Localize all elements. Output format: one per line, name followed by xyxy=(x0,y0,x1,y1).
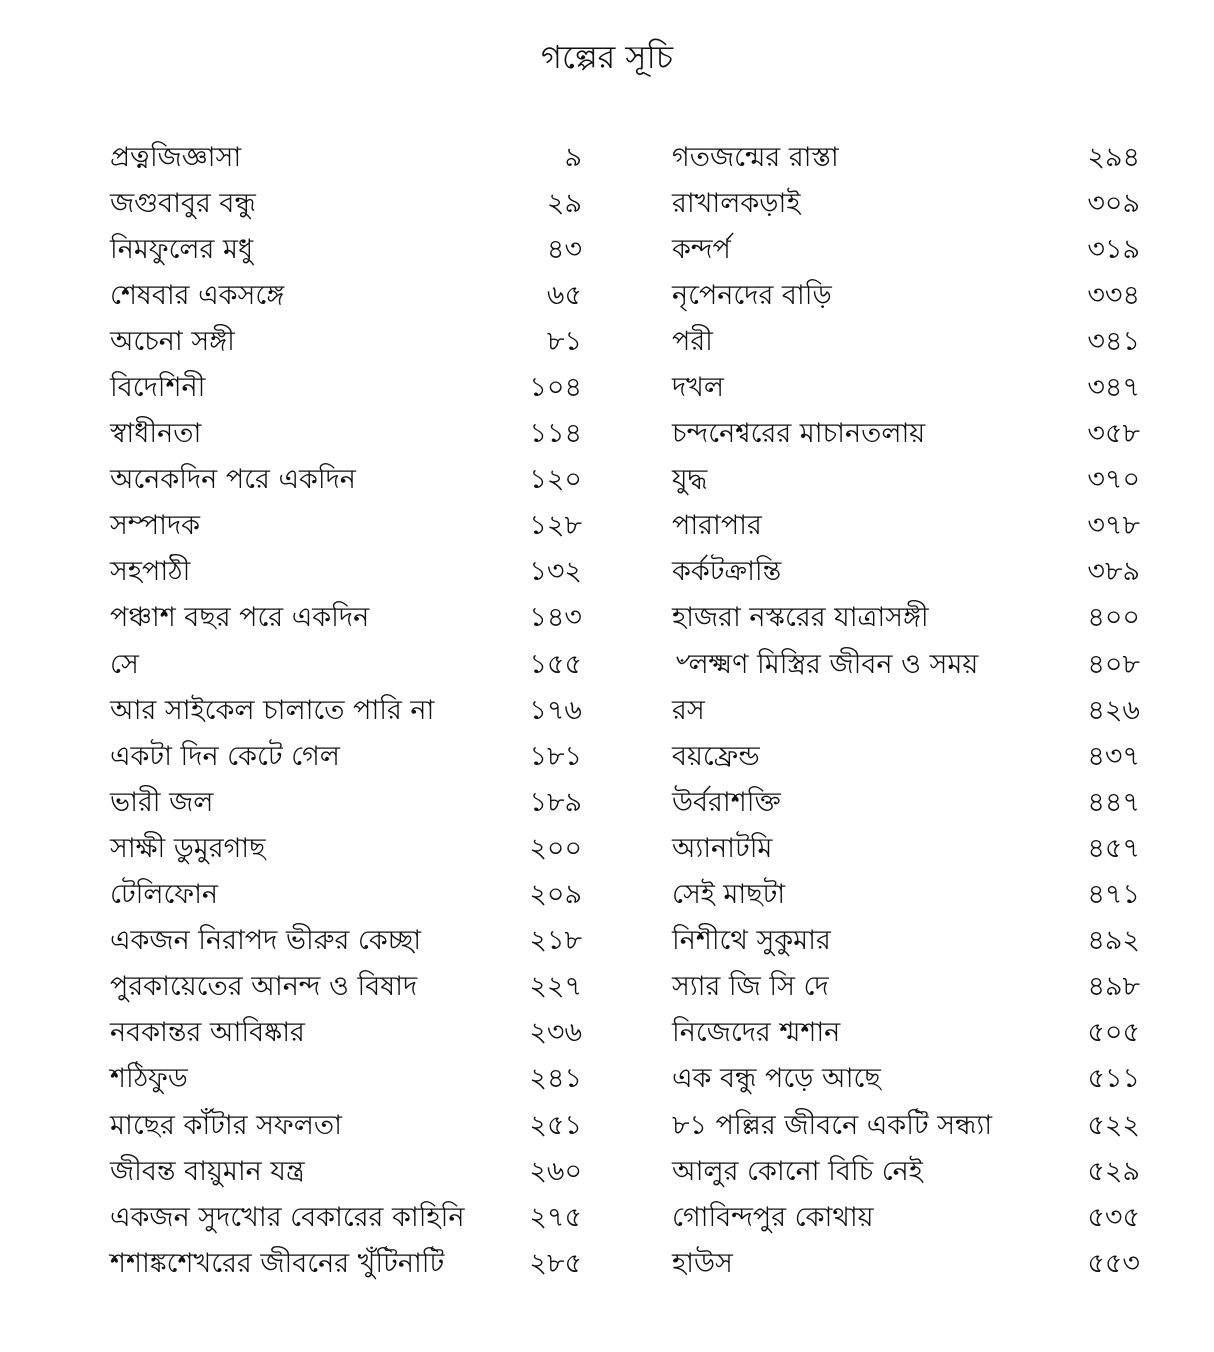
page-number: ৪৭১ xyxy=(1087,879,1140,911)
contents-entry xyxy=(672,874,1140,920)
story-title: উর্বরাশক্তি xyxy=(672,786,781,818)
page-number: ৩০৯ xyxy=(1087,187,1140,219)
page-number: ২৭৫ xyxy=(529,1201,582,1233)
contents-entry xyxy=(110,1104,582,1150)
story-title: জগুবাবুর বন্ধু xyxy=(110,187,256,219)
story-title: অচেনা সঙ্গী xyxy=(110,325,235,357)
page-number: ২৯ xyxy=(546,187,582,219)
page-number: ৪০৮ xyxy=(1087,648,1140,680)
contents-entry xyxy=(672,551,1140,597)
contents-entry xyxy=(672,320,1140,366)
contents-entry xyxy=(110,1058,582,1104)
story-title: সাক্ষী ডুমুরগাছ xyxy=(110,832,266,864)
contents-entry xyxy=(110,689,582,735)
page-number: ২৩৬ xyxy=(529,1017,582,1049)
story-title: পঞ্চাশ বছর পরে একদিন xyxy=(110,602,370,634)
story-title: সহপাঠী xyxy=(110,556,191,588)
story-title: অ্যানাটমি xyxy=(672,832,773,864)
contents-entry xyxy=(672,182,1140,228)
story-title: মাছের কাঁটার সফলতা xyxy=(110,1109,342,1141)
page-number: ২৬০ xyxy=(529,1155,582,1187)
story-title: নৃপেনদের বাড়ি xyxy=(672,279,832,311)
contents-entry xyxy=(672,1150,1140,1196)
story-title: টেলিফোন xyxy=(110,879,219,911)
page-number: ৫০৫ xyxy=(1087,1017,1140,1049)
page-number: ৪৪৭ xyxy=(1087,786,1140,818)
story-title: জীবন্ত বায়ুমান যন্ত্র xyxy=(110,1155,305,1187)
page-number: ৫৩৫ xyxy=(1087,1201,1140,1233)
story-title: হাউস xyxy=(672,1247,733,1279)
contents-entry xyxy=(110,1196,582,1242)
story-title: রাখালকড়াই xyxy=(672,187,801,219)
contents-entry xyxy=(672,597,1140,643)
page-number: ৩১৯ xyxy=(1087,233,1140,265)
contents-entry xyxy=(110,228,582,274)
page-number: ৩৫৮ xyxy=(1087,418,1140,450)
contents-entry xyxy=(672,1104,1140,1150)
story-title: নিমফুলের মধু xyxy=(110,233,254,265)
contents-entry xyxy=(672,228,1140,274)
page-number: ২৮৫ xyxy=(529,1247,582,1279)
story-title: আর সাইকেল চালাতে পারি না xyxy=(110,694,435,726)
contents-entry xyxy=(110,1150,582,1196)
contents-entry xyxy=(110,182,582,228)
story-title: সম্পাদক xyxy=(110,510,201,542)
contents-entry xyxy=(110,735,582,781)
page-number: ২১৮ xyxy=(529,925,582,957)
page-number: ৩৩৪ xyxy=(1087,279,1140,311)
contents-entry xyxy=(672,1242,1140,1288)
contents-entry xyxy=(672,735,1140,781)
contents-entry xyxy=(110,551,582,597)
contents-entry xyxy=(672,274,1140,320)
page-number: ১৩২ xyxy=(529,556,582,588)
contents-entry xyxy=(110,320,582,366)
contents-column-right xyxy=(672,136,1140,1288)
contents-entry xyxy=(110,781,582,827)
story-title: একজন নিরাপদ ভীরুর কেচ্ছা xyxy=(110,925,422,957)
story-title: বয়ফ্রেন্ড xyxy=(672,740,760,772)
page-number: ৪২৬ xyxy=(1087,694,1140,726)
story-title: নিশীথে সুকুমার xyxy=(672,925,831,957)
contents-entry xyxy=(110,1242,582,1288)
contents-entry xyxy=(110,643,582,689)
contents-entry xyxy=(110,459,582,505)
story-title: প্রত্নজিজ্ঞাসা xyxy=(110,141,242,173)
story-title: যুদ্ধ xyxy=(672,464,708,496)
page-number: ৪০০ xyxy=(1087,602,1140,634)
contents-entry xyxy=(110,966,582,1012)
page-number: ৯ xyxy=(564,141,582,173)
story-title: শেষবার একসঙ্গে xyxy=(110,279,285,311)
contents-entry xyxy=(110,136,582,182)
contents-entry xyxy=(672,781,1140,827)
story-title: আলুর কোনো বিচি নেই xyxy=(672,1155,923,1187)
contents-entry xyxy=(672,966,1140,1012)
contents-entry xyxy=(110,413,582,459)
contents-entry xyxy=(110,874,582,920)
page-number: ৪৩ xyxy=(546,233,582,265)
page-number: ৩৮৯ xyxy=(1087,556,1140,588)
story-title: রস xyxy=(672,694,705,726)
story-title: শশাঙ্কশেখরের জীবনের খুঁটিনাটি xyxy=(110,1247,445,1279)
page-number: ৩৭৮ xyxy=(1087,510,1140,542)
story-title: চন্দনেশ্বরের মাচানতলায় xyxy=(672,418,926,450)
page-number: ২৪১ xyxy=(529,1063,582,1095)
page-number: ১১৪ xyxy=(529,418,582,450)
page-number: ৫১১ xyxy=(1087,1063,1140,1095)
story-title: একটা দিন কেটে গেল xyxy=(110,740,340,772)
page-number: ৪৯২ xyxy=(1087,925,1140,957)
page-number: ১৮১ xyxy=(529,740,582,772)
contents-column-left xyxy=(110,136,582,1288)
contents-entry xyxy=(110,505,582,551)
page-number: ৪৩৭ xyxy=(1087,740,1140,772)
contents-entry xyxy=(672,459,1140,505)
page-number: ২০০ xyxy=(529,832,582,864)
story-title: ভারী জল xyxy=(110,786,214,818)
page-number: ১৮৯ xyxy=(529,786,582,818)
contents-entry xyxy=(672,413,1140,459)
contents-entry xyxy=(672,505,1140,551)
story-title: ৮১ পল্লির জীবনে একটি সন্ধ্যা xyxy=(672,1109,993,1141)
story-title: নিজেদের শ্মশান xyxy=(672,1017,841,1049)
contents-entry xyxy=(672,1058,1140,1104)
story-title: দখল xyxy=(672,372,725,404)
page-number: ১৭৬ xyxy=(529,694,582,726)
contents-entry xyxy=(672,643,1140,689)
story-title: পারাপার xyxy=(672,510,762,542)
story-title: কর্কটক্রান্তি xyxy=(672,556,782,588)
contents-entry xyxy=(672,1012,1140,1058)
contents-entry xyxy=(110,597,582,643)
page-number: ৫২৯ xyxy=(1087,1155,1140,1187)
contents-entry xyxy=(110,366,582,412)
story-title: সে xyxy=(110,648,139,680)
contents-entry xyxy=(672,689,1140,735)
page-number: ৪৯৮ xyxy=(1087,971,1140,1003)
page-title: গল্পের সূচি xyxy=(540,38,673,76)
page-number: ৪৫৭ xyxy=(1087,832,1140,864)
story-title: হাজরা নস্করের যাত্রাসঙ্গী xyxy=(672,602,929,634)
contents-entry xyxy=(110,274,582,320)
page-number: ২৯৪ xyxy=(1087,141,1140,173)
contents-entry xyxy=(672,827,1140,873)
story-title: ৺লক্ষ্মণ মিস্ত্রির জীবন ও সময় xyxy=(672,648,979,680)
story-title: পুরকায়েতের আনন্দ ও বিষাদ xyxy=(110,971,418,1003)
page-number: ২৫১ xyxy=(529,1109,582,1141)
page-number: ৬৫ xyxy=(546,279,582,311)
story-title: স্বাধীনতা xyxy=(110,418,202,450)
page-number: ৫৫৩ xyxy=(1087,1247,1140,1279)
contents-entry xyxy=(672,1196,1140,1242)
story-title: এক বন্ধু পড়ে আছে xyxy=(672,1063,881,1095)
page-number: ১০৪ xyxy=(529,372,582,404)
story-title: পরী xyxy=(672,325,713,357)
story-title: অনেকদিন পরে একদিন xyxy=(110,464,356,496)
contents-entry xyxy=(672,366,1140,412)
page-number: ৫২২ xyxy=(1087,1109,1140,1141)
page-number: ১৪৩ xyxy=(529,602,582,634)
page-number: ৩৭০ xyxy=(1087,464,1140,496)
page-number: ২০৯ xyxy=(529,879,582,911)
contents-entry xyxy=(110,1012,582,1058)
story-title: শঠিফুড xyxy=(110,1063,188,1095)
contents-entry xyxy=(110,920,582,966)
contents-entry xyxy=(672,920,1140,966)
page-number: ২২৭ xyxy=(529,971,582,1003)
page-number: ৩৪১ xyxy=(1087,325,1140,357)
story-title: কন্দর্প xyxy=(672,233,731,265)
story-title: সেই মাছটা xyxy=(672,879,786,911)
page-number: ৩৪৭ xyxy=(1087,372,1140,404)
contents-entry xyxy=(110,827,582,873)
page-number: ১২০ xyxy=(529,464,582,496)
page-number: ১৫৫ xyxy=(529,648,582,680)
story-title: গতজন্মের রাস্তা xyxy=(672,141,839,173)
contents-entry xyxy=(672,136,1140,182)
story-title: নবকান্তর আবিষ্কার xyxy=(110,1017,305,1049)
page-number: ৮১ xyxy=(546,325,582,357)
story-title: গোবিন্দপুর কোথায় xyxy=(672,1201,874,1233)
story-title: স্যার জি সি দে xyxy=(672,971,829,1003)
story-title: একজন সুদখোর বেকারের কাহিনি xyxy=(110,1201,465,1233)
page-number: ১২৮ xyxy=(529,510,582,542)
story-title: বিদেশিনী xyxy=(110,372,206,404)
